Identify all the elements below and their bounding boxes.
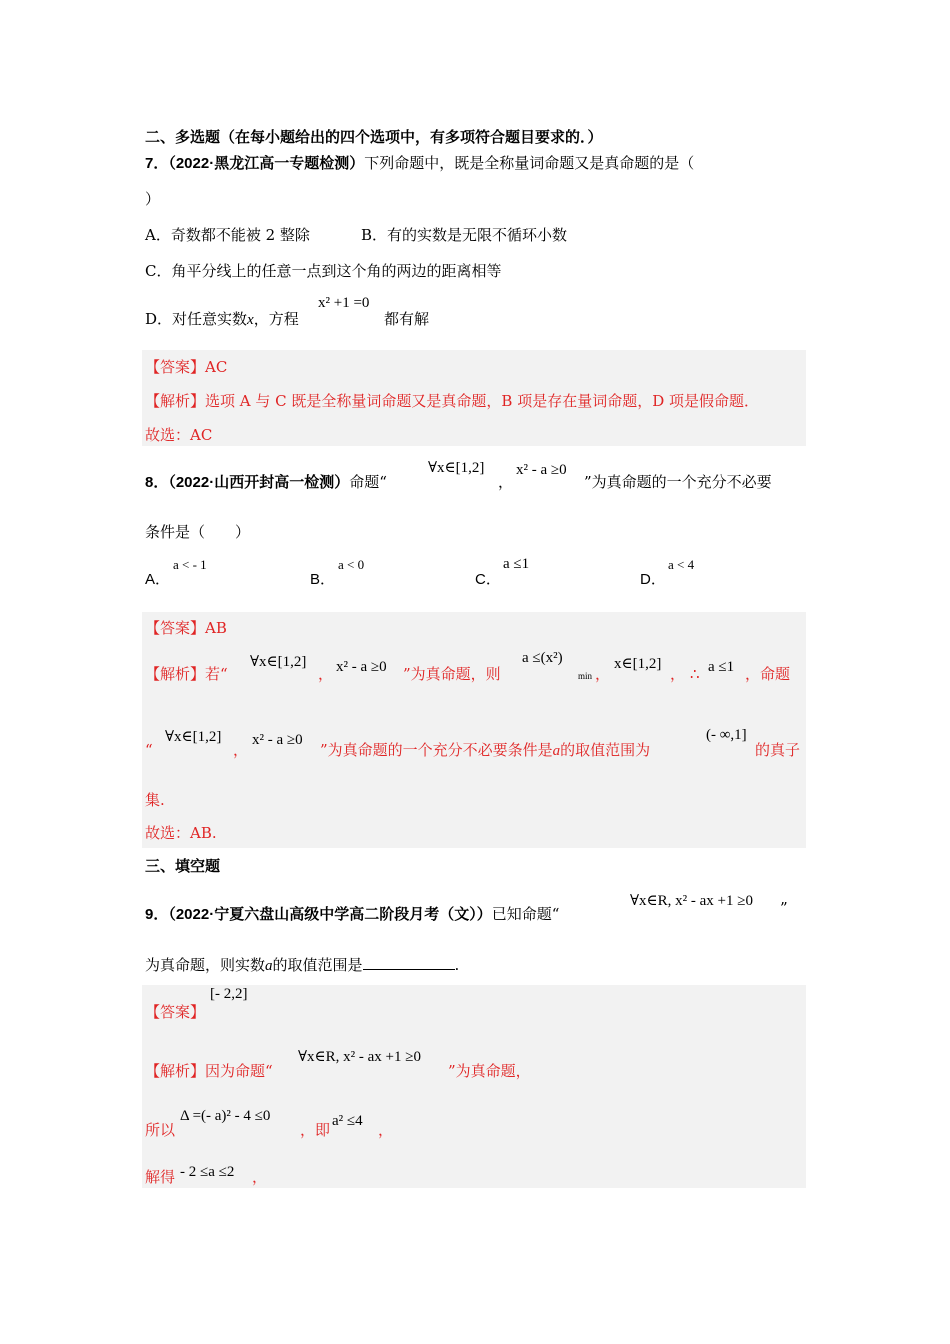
q9-stem-end: ” bbox=[780, 899, 788, 917]
question-7-stem-end: ） bbox=[145, 190, 161, 208]
question-text: 命题“ bbox=[349, 473, 387, 491]
q7-answer bbox=[145, 357, 227, 377]
q8-analysis-comma-4: ， bbox=[233, 741, 249, 759]
q7-option-c: C．角平分线上的任意一点到这个角的两边的距离相等 bbox=[145, 262, 502, 280]
q8-analysis-formula-4: x∈[1,2] bbox=[614, 656, 662, 672]
question-source: （2022·宁夏六盘山高级中学高二阶段月考（文）） bbox=[168, 906, 492, 923]
answer-value: AB bbox=[205, 619, 227, 637]
q9-analysis-line-1-end: ”为真命题， bbox=[448, 1062, 531, 1080]
q9-answer-block bbox=[142, 985, 806, 1188]
q9-formula: ∀x∈R, x² - ax +1 ≥0 bbox=[630, 893, 754, 909]
variable-a: a bbox=[552, 743, 561, 759]
answer-value: AC bbox=[205, 358, 228, 376]
q8-analysis-line-2-text bbox=[320, 740, 650, 761]
option-d-text-mid: ，方程 bbox=[253, 310, 299, 328]
variable-a: a bbox=[265, 958, 273, 974]
q8-analysis-formula-2: x² - a ≥0 bbox=[336, 659, 387, 675]
q9-answer-value: [- 2,2] bbox=[210, 986, 248, 1002]
q8-analysis-line-2-end: 的真子 bbox=[755, 741, 801, 759]
q8-conclusion: 故选：AB. bbox=[145, 824, 217, 842]
question-source: （2022·黑龙江高一专题检测） bbox=[168, 155, 365, 172]
q8-analysis-comma-2: ， bbox=[595, 665, 611, 683]
q8-analysis-formula-1: ∀x∈[1,2] bbox=[250, 654, 307, 670]
q8-comma: ， bbox=[498, 473, 514, 491]
analysis-label: 【解析】 bbox=[145, 1062, 206, 1080]
q9-analysis-solution: - 2 ≤a ≤2 bbox=[180, 1164, 235, 1180]
q8-analysis-interval: (- ∞,1] bbox=[706, 727, 747, 743]
q9-analysis-line-3-end: ， bbox=[252, 1168, 268, 1186]
question-text-end: . bbox=[454, 956, 460, 974]
q8-analysis-formula-7: x² - a ≥0 bbox=[252, 732, 303, 748]
q8-analysis-text-mid: ”为真命题，则 bbox=[403, 665, 501, 683]
q9-analysis-inequality: a² ≤4 bbox=[332, 1113, 363, 1129]
question-7-stem bbox=[145, 153, 694, 174]
question-number: 7． bbox=[145, 155, 169, 172]
section-title-fill-in: 三、填空题 bbox=[145, 858, 221, 875]
section-title-multiple-choice: 二、多选题（在每小题给出的四个选项中，有多项符合题目要求的．） bbox=[145, 129, 603, 146]
analysis-label: 【解析】 bbox=[145, 665, 206, 683]
analysis-label: 【解析】 bbox=[145, 392, 206, 410]
q8-option-c-label: C． bbox=[475, 571, 501, 588]
q8-formula-inequality: x² - a ≥0 bbox=[516, 462, 567, 478]
variable-x: x bbox=[247, 312, 254, 328]
q8-analysis-line-1-end: ，命题 bbox=[745, 665, 791, 683]
q8-analysis-comma-1: ， bbox=[318, 665, 334, 683]
q8-option-d: a < 4 bbox=[668, 557, 695, 572]
q7-option-b: B．有的实数是无限不循环小数 bbox=[361, 226, 568, 244]
q8-analysis-comma-3: ， bbox=[670, 665, 686, 683]
question-8-stem bbox=[145, 472, 387, 493]
q8-option-a: a < - 1 bbox=[173, 557, 207, 572]
question-number: 9． bbox=[145, 906, 169, 923]
question-text: 为真命题，则实数 bbox=[145, 956, 266, 974]
analysis-text: 若“ bbox=[205, 665, 228, 683]
q9-stem-line-2 bbox=[145, 955, 459, 976]
q8-analysis-line-2: “ bbox=[145, 741, 153, 759]
q7-option-a: A．奇数都不能被 2 整除 bbox=[145, 226, 310, 244]
analysis-text: 选项 A 与 C 既是全称量词命题又是真命题，B 项是存在量词命题，D 项是假命题． bbox=[205, 392, 759, 410]
q9-analysis-line-2-end: ， bbox=[378, 1121, 394, 1139]
q8-analysis-min-subscript: min bbox=[578, 671, 593, 681]
q9-analysis-line-3: 解得 bbox=[145, 1168, 176, 1186]
question-source: （2022·山西开封高一检测） bbox=[168, 474, 350, 491]
q8-analysis-formula-3: a ≤(x²) bbox=[522, 650, 563, 666]
q8-formula-domain: ∀x∈[1,2] bbox=[428, 460, 485, 476]
q8-stem-line-2: 条件是（ ） bbox=[145, 523, 251, 541]
answer-blank[interactable] bbox=[363, 955, 455, 970]
answer-label: 【答案】 bbox=[145, 619, 206, 637]
q8-analysis-formula-5: a ≤1 bbox=[708, 659, 735, 675]
q9-analysis-discriminant: Δ =(- a)² - 4 ≤0 bbox=[180, 1108, 271, 1124]
q7-analysis bbox=[145, 391, 759, 411]
q9-analysis-line-2-mid: ，即 bbox=[300, 1121, 331, 1139]
therefore-symbol: ∴ bbox=[690, 665, 700, 683]
q9-analysis-line-1 bbox=[145, 1061, 273, 1081]
question-text: 已知命题“ bbox=[491, 905, 560, 923]
question-text: 下列命题中，既是全称量词命题又是真命题的是（ bbox=[364, 154, 695, 172]
q8-option-a-label: A． bbox=[145, 571, 171, 588]
question-number: 8． bbox=[145, 474, 169, 491]
answer-label: 【答案】 bbox=[145, 358, 206, 376]
question-9-stem bbox=[145, 904, 559, 925]
q8-option-b: a < 0 bbox=[338, 557, 365, 572]
q7-option-d bbox=[145, 309, 299, 330]
q7-equation: x² +1 =0 bbox=[318, 295, 370, 311]
q7-conclusion: 故选：AC bbox=[145, 426, 213, 444]
q8-option-b-label: B． bbox=[310, 571, 336, 588]
q8-analysis-line-1 bbox=[145, 664, 228, 684]
q9-analysis-line-2: 所以 bbox=[145, 1121, 176, 1139]
analysis-text-2: 的取值范围为 bbox=[560, 741, 651, 759]
analysis-text: ”为真命题的一个充分不必要条件是 bbox=[320, 741, 553, 759]
option-d-text: D．对任意实数 bbox=[145, 310, 248, 328]
q7-option-d-end: 都有解 bbox=[384, 310, 430, 328]
q9-analysis-formula: ∀x∈R, x² - ax +1 ≥0 bbox=[298, 1049, 422, 1065]
q8-answer bbox=[145, 618, 227, 638]
q8-analysis-line-3: 集. bbox=[145, 791, 165, 809]
question-text-2: 的取值范围是 bbox=[272, 956, 363, 974]
q8-option-c: a ≤1 bbox=[503, 556, 530, 572]
q8-analysis-formula-6: ∀x∈[1,2] bbox=[165, 729, 222, 745]
q8-option-d-label: D． bbox=[640, 571, 666, 588]
q9-answer-label: 【答案】 bbox=[145, 1003, 206, 1021]
analysis-text: 因为命题“ bbox=[205, 1062, 273, 1080]
q8-stem-end: ”为真命题的一个充分不必要 bbox=[584, 473, 772, 491]
